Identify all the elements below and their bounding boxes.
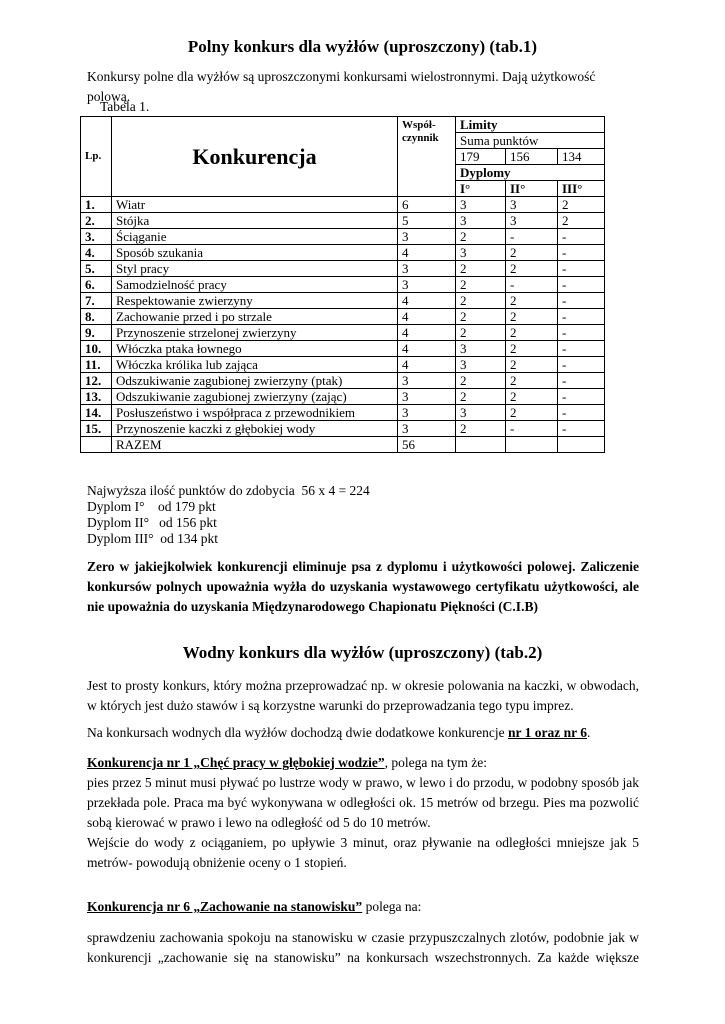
row-lp: 9. <box>81 325 112 341</box>
row-wspolczynnik: 3 <box>398 389 456 405</box>
row-wspolczynnik: 4 <box>398 325 456 341</box>
header-dyplomy: Dyplomy <box>456 165 605 181</box>
row-dyplom-i: 3 <box>456 213 506 229</box>
p1-line-2: w których jest dużo stawów i są korzystne warunki do przeprowadzania tego typu imprez. <box>87 698 574 713</box>
row-dyplom-ii: 2 <box>506 293 558 309</box>
row-lp: 2. <box>81 213 112 229</box>
p1-line-1: Jest to prosty konkurs, który można przeprowadzać np. w okresie polowania na kaczki, w obwodach, <box>87 678 639 693</box>
row-wspolczynnik: 4 <box>398 309 456 325</box>
row-dyplom-iii: - <box>558 421 605 437</box>
row-dyplom-iii: - <box>558 277 605 293</box>
row-wspolczynnik: 3 <box>398 373 456 389</box>
row-dyplom-i: 2 <box>456 325 506 341</box>
row-dyplom-iii: - <box>558 389 605 405</box>
row-name: Ściąganie <box>112 229 398 245</box>
header-wspol-line2: czynnik <box>402 132 439 144</box>
row-dyplom-iii: - <box>558 357 605 373</box>
row-dyplom-ii: - <box>506 277 558 293</box>
section1-intro: Konkursy polne dla wyżłów są uproszczonymi konkursami wielostronnymi. Dają użytkowość polową. <box>87 69 596 104</box>
table-row <box>81 197 605 213</box>
k1-line-1: pies przez 5 minut musi pływać po lustrze wody w prawo, w lewo i do przodu, w podobny sposób jak <box>87 775 639 790</box>
row-dyplom-ii: 2 <box>506 325 558 341</box>
row-lp: 3. <box>81 229 112 245</box>
razem-label: RAZEM <box>112 437 398 453</box>
suma-iii: 134 <box>558 149 605 165</box>
row-name: Posłuszeństwo i współpraca z przewodnikiem <box>112 405 398 421</box>
table-row <box>81 325 605 341</box>
row-dyplom-ii: 2 <box>506 373 558 389</box>
row-wspolczynnik: 6 <box>398 197 456 213</box>
row-wspolczynnik: 3 <box>398 229 456 245</box>
k1-after: , polega na tym że: <box>384 755 487 770</box>
row-name: Sposób szukania <box>112 245 398 261</box>
row-lp: 6. <box>81 277 112 293</box>
row-dyplom-ii: 3 <box>506 197 558 213</box>
row-dyplom-i: 2 <box>456 373 506 389</box>
k1-line-2: przekłada pole. Praca ma być wykonywana w odległości ok. 15 metrów od brzegu. Pies ma pozwolić <box>87 795 639 810</box>
header-wspol-line1: Współ- <box>402 119 436 131</box>
header-limity: Limity <box>456 117 605 133</box>
row-name: Włóczka ptaka łownego <box>112 341 398 357</box>
p2-text: Na konkursach wodnych dla wyżłów dochodzą dwie dodatkowe konkurencje <box>87 725 508 740</box>
warning-line-2: konkursów polnych upoważnia wyżła do uzyskania wystawowego certyfikatu użytkowości, ale <box>87 579 639 594</box>
table-row <box>81 421 605 437</box>
row-name: Odszukiwanie zagubionej zwierzyny (ptak) <box>112 373 398 389</box>
razem-d2 <box>506 437 558 453</box>
row-dyplom-ii: 2 <box>506 245 558 261</box>
suma-i: 179 <box>456 149 506 165</box>
row-name: Włóczka królika lub zająca <box>112 357 398 373</box>
row-lp: 15. <box>81 421 112 437</box>
header-suma-punktow: Suma punktów <box>456 133 605 149</box>
dyplom-i: I° <box>456 181 506 197</box>
row-lp: 7. <box>81 293 112 309</box>
row-dyplom-i: 3 <box>456 197 506 213</box>
row-lp: 12. <box>81 373 112 389</box>
row-dyplom-ii: - <box>506 421 558 437</box>
row-dyplom-ii: 2 <box>506 261 558 277</box>
dyplom-ii: II° <box>506 181 558 197</box>
row-lp: 10. <box>81 341 112 357</box>
row-dyplom-i: 2 <box>456 277 506 293</box>
points-line-3: Dyplom II° od 156 pkt <box>87 515 217 530</box>
row-dyplom-ii: 2 <box>506 405 558 421</box>
section2-paragraph-2 <box>87 723 639 743</box>
k6-after: polega na: <box>362 899 422 914</box>
row-wspolczynnik: 5 <box>398 213 456 229</box>
header-konkurencja: Konkurencja <box>112 117 398 197</box>
k1-line-4: Wejście do wody z ociąganiem, po upływie 3 minut, oraz pływanie na odległości mniejsze jak 5 <box>87 835 639 850</box>
row-dyplom-iii: - <box>558 341 605 357</box>
table-row <box>81 229 605 245</box>
section2-title: Wodny konkurs dla wyżłów (uproszczony) (tab.2) <box>182 643 543 662</box>
suma-ii: 156 <box>506 149 558 165</box>
row-dyplom-i: 2 <box>456 229 506 245</box>
razem-d3 <box>558 437 605 453</box>
warning-line-1: Zero w jakiejkolwiek konkurencji eliminuje psa z dyplomu i użytkowości polowej. Zaliczenie <box>87 559 639 574</box>
p2-highlight: nr 1 oraz nr 6 <box>508 725 587 740</box>
table-caption: Tabela 1. <box>100 99 150 114</box>
warning-line-3: nie upoważnia do uzyskania Międzynarodowego Chapionatu Piękności (C.I.B) <box>87 599 538 614</box>
row-wspolczynnik: 4 <box>398 293 456 309</box>
row-dyplom-i: 3 <box>456 245 506 261</box>
row-dyplom-i: 2 <box>456 261 506 277</box>
row-name: Samodzielność pracy <box>112 277 398 293</box>
p2-end: . <box>587 725 591 740</box>
row-wspolczynnik: 3 <box>398 277 456 293</box>
k6-line-2: konkurencji „zachowanie się na stanowisku” na konkursach wszechstronnych. Za każde większe <box>87 950 639 965</box>
row-name: Wiatr <box>112 197 398 213</box>
row-dyplom-ii: 2 <box>506 389 558 405</box>
row-lp: 1. <box>81 197 112 213</box>
points-line-4: Dyplom III° od 134 pkt <box>87 531 219 546</box>
row-dyplom-iii: - <box>558 325 605 341</box>
razem-d1 <box>456 437 506 453</box>
k1-line-5: metrów- powodują obniżenie oceny o 1 stopień. <box>87 855 347 870</box>
k1-heading: Konkurencja nr 1 „Chęć pracy w głębokiej wodzie” <box>87 755 385 770</box>
razem-lp <box>81 437 112 453</box>
row-name: Przynoszenie strzelonej zwierzyny <box>112 325 398 341</box>
table-row <box>81 277 605 293</box>
konkurencja-6-heading <box>87 897 639 917</box>
table-row <box>81 213 605 229</box>
table-row <box>81 341 605 357</box>
row-dyplom-i: 2 <box>456 309 506 325</box>
row-dyplom-iii: - <box>558 261 605 277</box>
row-dyplom-ii: 3 <box>506 213 558 229</box>
row-name: Respektowanie zwierzyny <box>112 293 398 309</box>
row-dyplom-ii: 2 <box>506 309 558 325</box>
elimination-warning <box>87 557 639 617</box>
k1-line-3: sobą kierować w prawo i lewo na odległość od 5 do 10 metrów. <box>87 815 431 830</box>
table-row <box>81 373 605 389</box>
points-line-1: Najwyższa ilość punktów do zdobycia 56 x 4 = 224 <box>87 483 370 498</box>
razem-value: 56 <box>398 437 456 453</box>
points-line-2: Dyplom I° od 179 pkt <box>87 499 216 514</box>
row-dyplom-ii: 2 <box>506 357 558 373</box>
row-dyplom-iii: - <box>558 229 605 245</box>
table-row <box>81 309 605 325</box>
row-lp: 8. <box>81 309 112 325</box>
row-dyplom-i: 2 <box>456 389 506 405</box>
konkurencja-6-text <box>87 928 639 968</box>
row-name: Przynoszenie kaczki z głębokiej wody <box>112 421 398 437</box>
row-lp: 14. <box>81 405 112 421</box>
row-name: Odszukiwanie zagubionej zwierzyny (zając) <box>112 389 398 405</box>
competition-table <box>80 116 605 453</box>
row-wspolczynnik: 4 <box>398 357 456 373</box>
row-wspolczynnik: 3 <box>398 261 456 277</box>
dyplom-iii: III° <box>558 181 605 197</box>
row-wspolczynnik: 3 <box>398 405 456 421</box>
table-row <box>81 405 605 421</box>
row-dyplom-i: 2 <box>456 421 506 437</box>
row-dyplom-iii: 2 <box>558 213 605 229</box>
row-wspolczynnik: 4 <box>398 245 456 261</box>
row-dyplom-i: 3 <box>456 357 506 373</box>
row-dyplom-i: 2 <box>456 293 506 309</box>
row-name: Stójka <box>112 213 398 229</box>
row-wspolczynnik: 4 <box>398 341 456 357</box>
row-name: Zachowanie przed i po strzale <box>112 309 398 325</box>
row-dyplom-i: 3 <box>456 405 506 421</box>
row-name: Styl pracy <box>112 261 398 277</box>
row-wspolczynnik: 3 <box>398 421 456 437</box>
header-lp: Lp. <box>81 117 112 197</box>
row-dyplom-i: 3 <box>456 341 506 357</box>
k6-line-1: sprawdzeniu zachowania spokoju na stanowisku w czasie przypuszczalnych zlotów, podobnie jak w <box>87 930 639 945</box>
row-dyplom-ii: 2 <box>506 341 558 357</box>
table-row <box>81 261 605 277</box>
table-row <box>81 389 605 405</box>
row-lp: 4. <box>81 245 112 261</box>
row-dyplom-iii: - <box>558 309 605 325</box>
table-row <box>81 245 605 261</box>
row-lp: 11. <box>81 357 112 373</box>
row-dyplom-iii: 2 <box>558 197 605 213</box>
points-summary <box>87 483 639 547</box>
section2-paragraph-1 <box>87 676 639 716</box>
row-lp: 5. <box>81 261 112 277</box>
k6-heading: Konkurencja nr 6 „Zachowanie na stanowisku” <box>87 899 363 914</box>
row-dyplom-iii: - <box>558 293 605 309</box>
table-row <box>81 357 605 373</box>
table-row <box>81 293 605 309</box>
row-dyplom-iii: - <box>558 373 605 389</box>
row-lp: 13. <box>81 389 112 405</box>
header-wspolczynnik <box>398 117 456 197</box>
konkurencja-1-block <box>87 753 639 873</box>
row-dyplom-iii: - <box>558 405 605 421</box>
row-dyplom-iii: - <box>558 245 605 261</box>
row-dyplom-ii: - <box>506 229 558 245</box>
section1-title: Polny konkurs dla wyżłów (uproszczony) (tab.1) <box>187 37 538 56</box>
